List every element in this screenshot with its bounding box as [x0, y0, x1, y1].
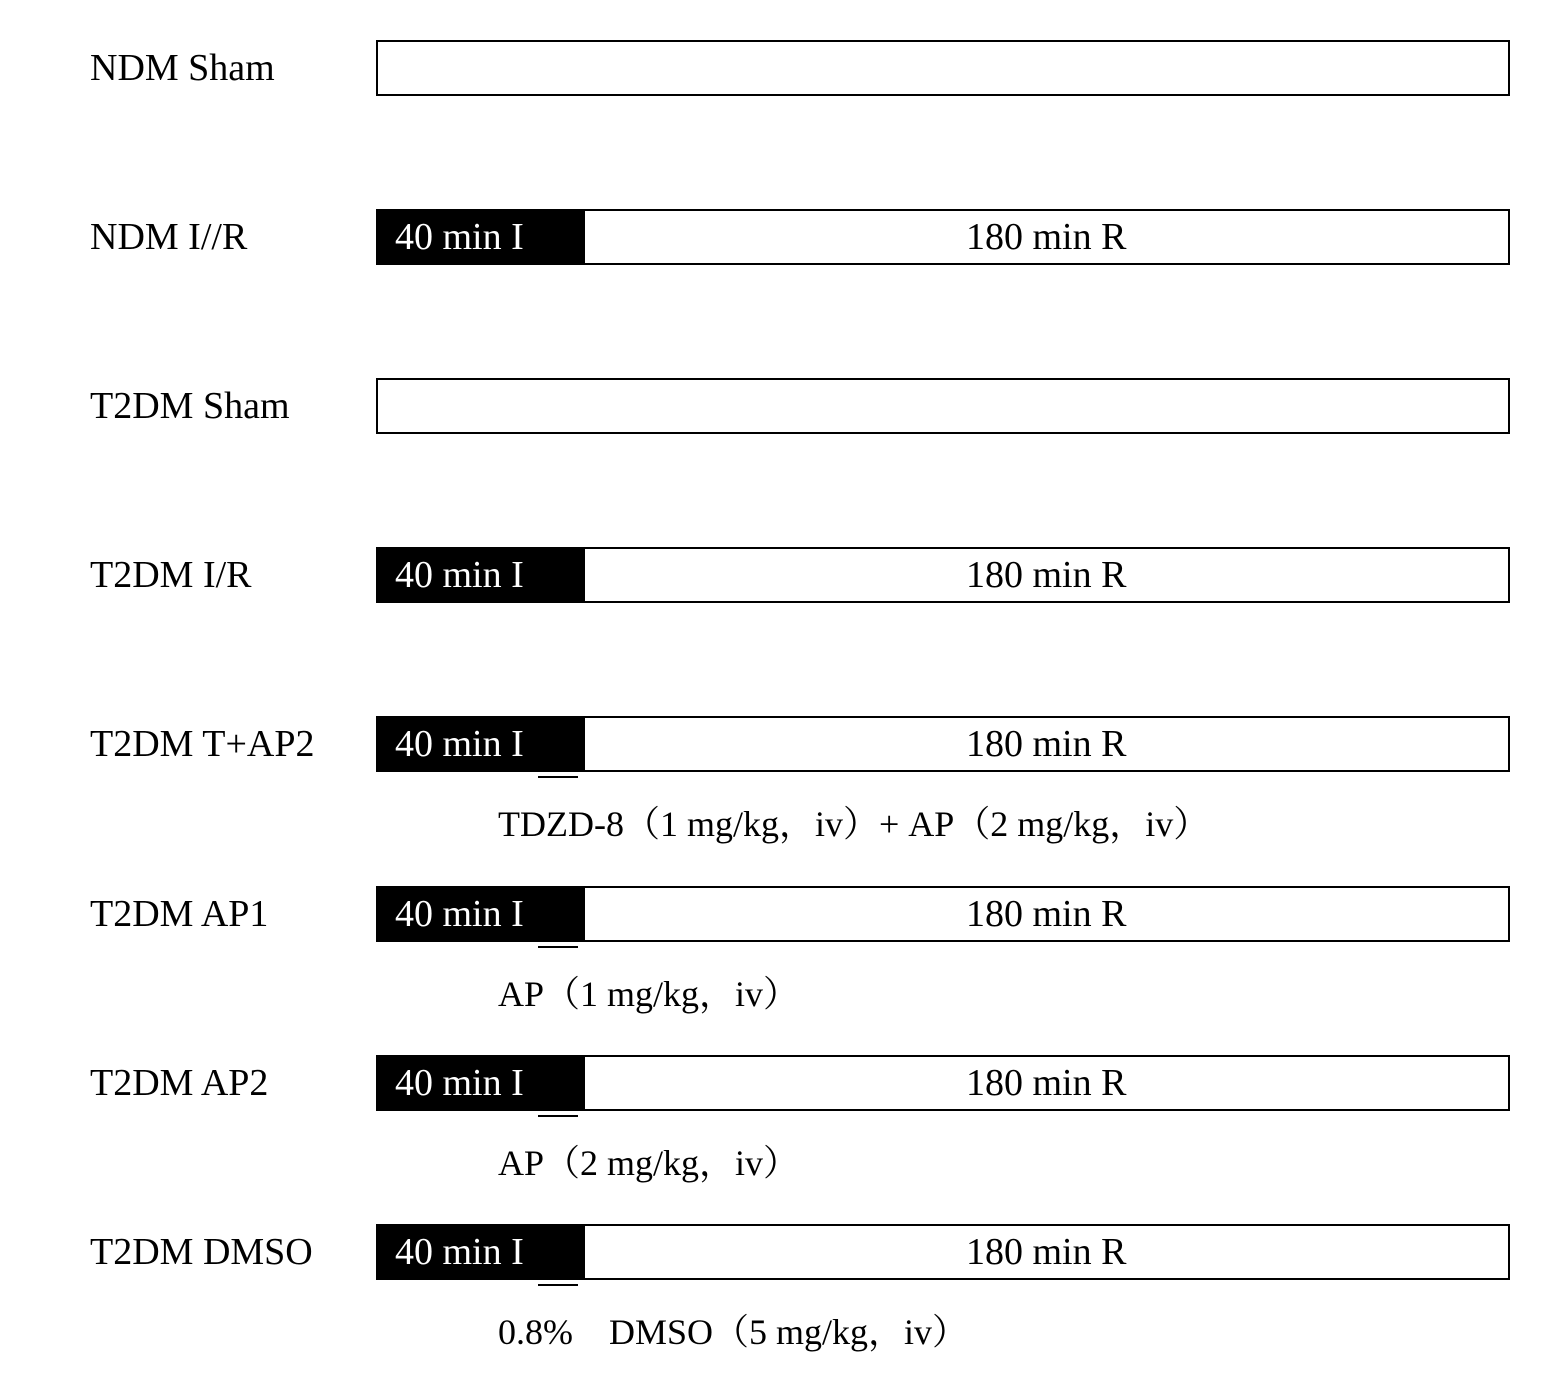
reperfusion-label: 180 min R: [966, 554, 1127, 596]
timeline-bar: [376, 209, 1510, 265]
treatment-label: AP（1 mg/kg，iv）: [498, 974, 800, 1014]
group-label: NDM Sham: [90, 47, 275, 89]
ischemia-segment: 40 min I: [378, 549, 585, 601]
timeline-bar: [376, 1055, 1510, 1111]
group-label: NDM I//R: [90, 216, 248, 258]
reperfusion-label: 180 min R: [966, 893, 1127, 935]
ischemia-segment: 40 min I: [378, 888, 585, 940]
group-label: T2DM AP2: [90, 1062, 269, 1104]
group-label: T2DM T+AP2: [90, 723, 315, 765]
timeline-bar: [376, 716, 1510, 772]
group-label: T2DM DMSO: [90, 1231, 313, 1273]
timeline-bar: [376, 1224, 1510, 1280]
group-row-t2dm-t-ap2: [0, 714, 1567, 844]
group-label: T2DM Sham: [90, 385, 290, 427]
treatment-label: 0.8% DMSO（5 mg/kg，iv）: [498, 1312, 969, 1352]
timeline-bar: [376, 40, 1510, 96]
reperfusion-label: 180 min R: [966, 723, 1127, 765]
ischemia-segment: 40 min I: [378, 1057, 585, 1109]
timeline-bar: [376, 886, 1510, 942]
group-row-ndm-sham: [0, 38, 1567, 98]
timeline-bar: [376, 378, 1510, 434]
reperfusion-label: 180 min R: [966, 1231, 1127, 1273]
group-row-t2dm-sham: [0, 376, 1567, 436]
ischemia-segment: 40 min I: [378, 211, 585, 263]
group-row-t2dm-ir: [0, 545, 1567, 605]
ischemia-segment: 40 min I: [378, 1226, 585, 1278]
group-row-ndm-ir: [0, 207, 1567, 267]
treatment-label: AP（2 mg/kg，iv）: [498, 1143, 800, 1183]
reperfusion-label: 180 min R: [966, 216, 1127, 258]
timeline-bar: [376, 547, 1510, 603]
treatment-marker: [538, 946, 578, 948]
group-row-t2dm-dmso: [0, 1222, 1567, 1352]
group-label: T2DM AP1: [90, 893, 269, 935]
group-row-t2dm-ap1: [0, 884, 1567, 1014]
treatment-marker: [538, 1284, 578, 1286]
group-label: T2DM I/R: [90, 554, 252, 596]
reperfusion-label: 180 min R: [966, 1062, 1127, 1104]
treatment-marker: [538, 776, 578, 778]
treatment-label: TDZD-8（1 mg/kg，iv）+ AP（2 mg/kg，iv）: [498, 804, 1210, 844]
ischemia-segment: 40 min I: [378, 718, 585, 770]
treatment-marker: [538, 1115, 578, 1117]
group-row-t2dm-ap2: [0, 1053, 1567, 1183]
